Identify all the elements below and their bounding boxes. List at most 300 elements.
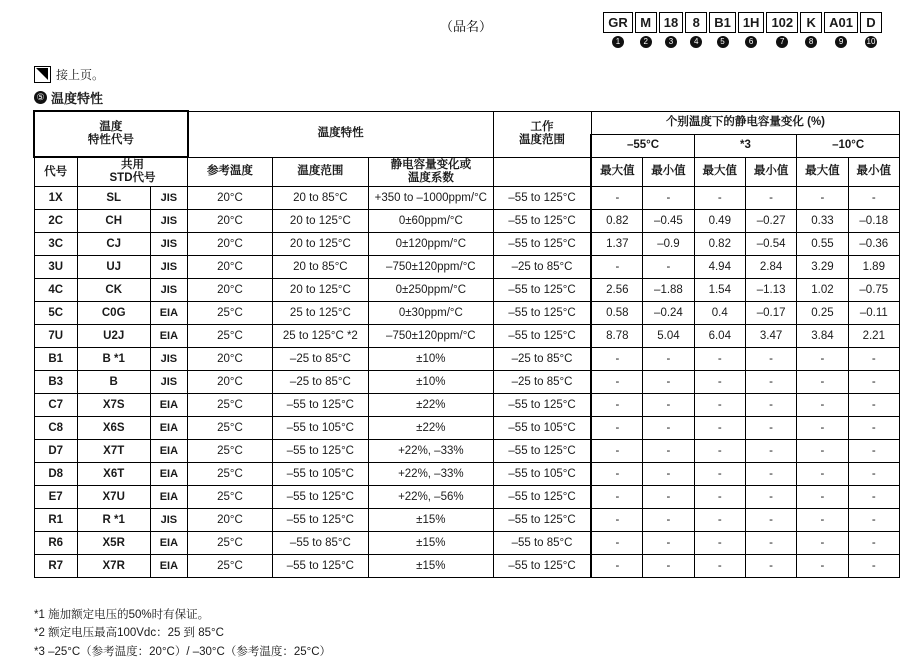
cell-cap-change: - bbox=[591, 187, 642, 210]
cell-cap-change: - bbox=[591, 509, 642, 532]
cell-coefficient: ±15% bbox=[369, 532, 494, 555]
cell-cap-change: - bbox=[848, 394, 899, 417]
cell-standard-org: EIA bbox=[150, 417, 188, 440]
part-code-index: 8 bbox=[805, 36, 817, 48]
cell-operating-range: –55 to 105°C bbox=[493, 417, 591, 440]
cell-cap-change: - bbox=[745, 371, 796, 394]
cell-std-code: B bbox=[77, 371, 150, 394]
cell-standard-org: JIS bbox=[150, 187, 188, 210]
cell-code: 7U bbox=[34, 325, 77, 348]
cell-cap-change: - bbox=[591, 371, 642, 394]
table-row bbox=[34, 302, 900, 325]
cell-cap-change: 0.25 bbox=[797, 302, 848, 325]
cell-ref-temp: 25°C bbox=[188, 555, 273, 578]
cell-code: B3 bbox=[34, 371, 77, 394]
footnote-1: *1 施加额定电压的50%时有保证。 bbox=[34, 609, 210, 621]
header-temp-minus55: –55°C bbox=[591, 134, 694, 157]
cell-operating-range: –55 to 125°C bbox=[493, 210, 591, 233]
cell-coefficient: ±10% bbox=[369, 371, 494, 394]
cell-ref-temp: 20°C bbox=[188, 187, 273, 210]
part-code-box: M bbox=[635, 12, 657, 33]
cell-cap-change: - bbox=[745, 509, 796, 532]
section-number-badge: ⑤ bbox=[34, 91, 47, 104]
continued-note bbox=[34, 66, 104, 83]
cell-cap-change: - bbox=[797, 394, 848, 417]
cell-temp-range: –25 to 85°C bbox=[272, 348, 368, 371]
part-code-cell bbox=[766, 12, 798, 48]
cell-operating-range: –55 to 105°C bbox=[493, 463, 591, 486]
cell-standard-org: EIA bbox=[150, 302, 188, 325]
footnote-3: *3 –25°C（参考温度：20°C）/ –30°C（参考温度：25°C） bbox=[34, 645, 332, 658]
part-code-cell bbox=[738, 12, 765, 48]
cell-standard-org: EIA bbox=[150, 325, 188, 348]
cell-cap-change: - bbox=[694, 463, 745, 486]
cell-code: R1 bbox=[34, 509, 77, 532]
cell-operating-range: –55 to 125°C bbox=[493, 394, 591, 417]
table-body bbox=[34, 187, 900, 578]
cell-cap-change: –0.17 bbox=[745, 302, 796, 325]
cell-operating-range: –55 to 125°C bbox=[493, 325, 591, 348]
cell-cap-change: - bbox=[694, 509, 745, 532]
cell-temp-range: –55 to 85°C bbox=[272, 532, 368, 555]
header-code: 代号 bbox=[34, 157, 77, 187]
cell-std-code: X7U bbox=[77, 486, 150, 509]
cell-standard-org: JIS bbox=[150, 210, 188, 233]
cell-operating-range: –55 to 125°C bbox=[493, 486, 591, 509]
cell-std-code: CK bbox=[77, 279, 150, 302]
part-code-index: 6 bbox=[745, 36, 757, 48]
cell-cap-change: - bbox=[848, 440, 899, 463]
cell-code: 4C bbox=[34, 279, 77, 302]
table-row bbox=[34, 279, 900, 302]
cell-cap-change: 4.94 bbox=[694, 256, 745, 279]
table-row bbox=[34, 210, 900, 233]
cell-cap-change: - bbox=[848, 371, 899, 394]
cell-ref-temp: 25°C bbox=[188, 417, 273, 440]
cell-code: R6 bbox=[34, 532, 77, 555]
cell-cap-change: - bbox=[848, 509, 899, 532]
cell-cap-change: –0.36 bbox=[848, 233, 899, 256]
cell-std-code: X7S bbox=[77, 394, 150, 417]
cell-cap-change: 3.47 bbox=[745, 325, 796, 348]
cell-cap-change: - bbox=[643, 256, 694, 279]
cell-code: 1X bbox=[34, 187, 77, 210]
cell-cap-change: 3.29 bbox=[797, 256, 848, 279]
part-code-index: 5 bbox=[717, 36, 729, 48]
part-code-box: 18 bbox=[659, 12, 683, 33]
part-code-box: A01 bbox=[824, 12, 858, 33]
cell-cap-change: - bbox=[694, 417, 745, 440]
cell-cap-change: - bbox=[694, 486, 745, 509]
cell-standard-org: JIS bbox=[150, 348, 188, 371]
header-min-3: 最小值 bbox=[848, 157, 899, 187]
part-name-label: （品名） bbox=[440, 19, 493, 34]
cell-cap-change: - bbox=[643, 348, 694, 371]
part-code-cell bbox=[824, 12, 858, 48]
cell-cap-change: 3.84 bbox=[797, 325, 848, 348]
cell-coefficient: ±10% bbox=[369, 348, 494, 371]
cell-coefficient: ±22% bbox=[369, 417, 494, 440]
cell-temp-range: –25 to 85°C bbox=[272, 371, 368, 394]
cell-cap-change: 0.55 bbox=[797, 233, 848, 256]
cell-cap-change: - bbox=[643, 394, 694, 417]
part-code-cell bbox=[800, 12, 822, 48]
cell-code: E7 bbox=[34, 486, 77, 509]
header-group-characteristics: 温度特性 bbox=[188, 111, 493, 157]
cell-cap-change: - bbox=[591, 463, 642, 486]
cell-std-code: B *1 bbox=[77, 348, 150, 371]
cell-ref-temp: 20°C bbox=[188, 371, 273, 394]
cell-cap-change: - bbox=[591, 394, 642, 417]
cell-cap-change: - bbox=[643, 463, 694, 486]
table-row bbox=[34, 394, 900, 417]
cell-operating-range: –55 to 125°C bbox=[493, 440, 591, 463]
cell-coefficient: +22%, –33% bbox=[369, 463, 494, 486]
header-temp-note3: *3 bbox=[694, 134, 797, 157]
cell-operating-range: –55 to 125°C bbox=[493, 509, 591, 532]
cell-std-code: X6T bbox=[77, 463, 150, 486]
cell-ref-temp: 25°C bbox=[188, 302, 273, 325]
table-row bbox=[34, 532, 900, 555]
cell-standard-org: JIS bbox=[150, 279, 188, 302]
cell-code: B1 bbox=[34, 348, 77, 371]
part-code-cell bbox=[635, 12, 657, 48]
cell-std-code: UJ bbox=[77, 256, 150, 279]
header-min-2: 最小值 bbox=[745, 157, 796, 187]
cell-cap-change: 0.58 bbox=[591, 302, 642, 325]
cell-code: R7 bbox=[34, 555, 77, 578]
table-row bbox=[34, 440, 900, 463]
cell-cap-change: - bbox=[694, 348, 745, 371]
table-row bbox=[34, 325, 900, 348]
cell-temp-range: –55 to 125°C bbox=[272, 440, 368, 463]
part-code-index: 7 bbox=[776, 36, 788, 48]
cell-cap-change: 0.4 bbox=[694, 302, 745, 325]
cell-temp-range: 20 to 125°C bbox=[272, 210, 368, 233]
cell-coefficient: +22%, –56% bbox=[369, 486, 494, 509]
cell-cap-change: - bbox=[591, 417, 642, 440]
cell-cap-change: –0.18 bbox=[848, 210, 899, 233]
cell-code: 3C bbox=[34, 233, 77, 256]
cell-standard-org: JIS bbox=[150, 509, 188, 532]
header-max-1: 最大值 bbox=[591, 157, 642, 187]
part-code-box: B1 bbox=[709, 12, 736, 33]
cell-cap-change: –0.75 bbox=[848, 279, 899, 302]
cell-standard-org: JIS bbox=[150, 233, 188, 256]
part-code-box: 102 bbox=[766, 12, 798, 33]
cell-std-code: U2J bbox=[77, 325, 150, 348]
cell-operating-range: –25 to 85°C bbox=[493, 256, 591, 279]
cell-cap-change: –0.54 bbox=[745, 233, 796, 256]
cell-cap-change: - bbox=[745, 463, 796, 486]
cell-cap-change: - bbox=[745, 348, 796, 371]
part-code-index: 3 bbox=[665, 36, 677, 48]
part-code-cell bbox=[685, 12, 707, 48]
cell-ref-temp: 25°C bbox=[188, 394, 273, 417]
cell-cap-change: 1.37 bbox=[591, 233, 642, 256]
table-row bbox=[34, 371, 900, 394]
cell-operating-range: –55 to 125°C bbox=[493, 187, 591, 210]
table-row bbox=[34, 555, 900, 578]
cell-code: D7 bbox=[34, 440, 77, 463]
cell-cap-change: - bbox=[694, 394, 745, 417]
cell-coefficient: 0±250ppm/°C bbox=[369, 279, 494, 302]
cell-cap-change: - bbox=[745, 532, 796, 555]
cell-cap-change: - bbox=[797, 463, 848, 486]
cell-coefficient: 0±30ppm/°C bbox=[369, 302, 494, 325]
cell-cap-change: - bbox=[643, 532, 694, 555]
cell-standard-org: EIA bbox=[150, 463, 188, 486]
header-group-operating-range: 工作 温度范围 bbox=[493, 111, 591, 157]
cell-cap-change: –0.27 bbox=[745, 210, 796, 233]
cell-standard-org: EIA bbox=[150, 486, 188, 509]
part-code-cell bbox=[709, 12, 736, 48]
cell-cap-change: - bbox=[694, 555, 745, 578]
footnote-2: *2 额定电压最高100Vdc：25 到 85°C bbox=[34, 627, 224, 640]
cell-cap-change: - bbox=[797, 509, 848, 532]
cell-standard-org: JIS bbox=[150, 371, 188, 394]
cell-coefficient: ±15% bbox=[369, 555, 494, 578]
cell-code: 2C bbox=[34, 210, 77, 233]
cell-cap-change: - bbox=[694, 532, 745, 555]
header-group-code: 温度 特性代号 bbox=[34, 111, 188, 157]
cell-cap-change: –0.11 bbox=[848, 302, 899, 325]
cell-cap-change: 1.89 bbox=[848, 256, 899, 279]
cell-temp-range: 25 to 125°C *2 bbox=[272, 325, 368, 348]
cell-code: D8 bbox=[34, 463, 77, 486]
part-code-cell bbox=[860, 12, 882, 48]
cell-cap-change: - bbox=[591, 486, 642, 509]
cell-coefficient: ±22% bbox=[369, 394, 494, 417]
cell-cap-change: - bbox=[591, 256, 642, 279]
cell-ref-temp: 25°C bbox=[188, 463, 273, 486]
header-operating-range-sub bbox=[493, 157, 591, 187]
table-row bbox=[34, 509, 900, 532]
cell-cap-change: - bbox=[797, 440, 848, 463]
cell-std-code: X5R bbox=[77, 532, 150, 555]
cell-cap-change: 2.21 bbox=[848, 325, 899, 348]
cell-coefficient: +22%, –33% bbox=[369, 440, 494, 463]
cell-coefficient: –750±120ppm/°C bbox=[369, 325, 494, 348]
cell-cap-change: 2.56 bbox=[591, 279, 642, 302]
part-code-box: 1H bbox=[738, 12, 765, 33]
header-coefficient: 静电容量变化或 温度系数 bbox=[369, 157, 494, 187]
section-heading bbox=[34, 88, 103, 107]
cell-standard-org: EIA bbox=[150, 555, 188, 578]
cell-cap-change: 2.84 bbox=[745, 256, 796, 279]
cell-cap-change: –0.24 bbox=[643, 302, 694, 325]
cell-operating-range: –55 to 85°C bbox=[493, 532, 591, 555]
cell-code: 3U bbox=[34, 256, 77, 279]
cell-temp-range: –55 to 125°C bbox=[272, 509, 368, 532]
part-code-index: 4 bbox=[690, 36, 702, 48]
table-row bbox=[34, 187, 900, 210]
table-row bbox=[34, 256, 900, 279]
cell-cap-change: - bbox=[797, 532, 848, 555]
header-group-capacitance-change: 个别温度下的静电容量变化 (%) bbox=[591, 111, 899, 134]
cell-cap-change: 8.78 bbox=[591, 325, 642, 348]
cell-coefficient: –750±120ppm/°C bbox=[369, 256, 494, 279]
table-row bbox=[34, 486, 900, 509]
cell-cap-change: - bbox=[643, 486, 694, 509]
cell-code: C7 bbox=[34, 394, 77, 417]
cell-cap-change: - bbox=[848, 532, 899, 555]
cell-cap-change: - bbox=[591, 440, 642, 463]
cell-cap-change: - bbox=[797, 555, 848, 578]
part-code-cell bbox=[603, 12, 633, 48]
cell-cap-change: 0.33 bbox=[797, 210, 848, 233]
cell-code: 5C bbox=[34, 302, 77, 325]
cell-temp-range: –55 to 125°C bbox=[272, 394, 368, 417]
cell-coefficient: 0±120ppm/°C bbox=[369, 233, 494, 256]
cell-standard-org: EIA bbox=[150, 394, 188, 417]
cell-ref-temp: 20°C bbox=[188, 279, 273, 302]
cell-std-code: R *1 bbox=[77, 509, 150, 532]
cell-std-code: X7T bbox=[77, 440, 150, 463]
section-title-text: 温度特性 bbox=[51, 91, 104, 106]
cell-cap-change: - bbox=[797, 371, 848, 394]
cell-cap-change: - bbox=[745, 440, 796, 463]
part-code-box: K bbox=[800, 12, 822, 33]
cell-operating-range: –25 to 85°C bbox=[493, 371, 591, 394]
cell-cap-change: 0.82 bbox=[591, 210, 642, 233]
cell-cap-change: - bbox=[694, 371, 745, 394]
cell-temp-range: 25 to 125°C bbox=[272, 302, 368, 325]
cell-operating-range: –55 to 125°C bbox=[493, 279, 591, 302]
cell-std-code: C0G bbox=[77, 302, 150, 325]
header-max-3: 最大值 bbox=[797, 157, 848, 187]
cell-cap-change: - bbox=[643, 417, 694, 440]
cell-standard-org: EIA bbox=[150, 440, 188, 463]
cell-std-code: CJ bbox=[77, 233, 150, 256]
cell-cap-change: - bbox=[745, 555, 796, 578]
continued-note-text: 接上页。 bbox=[56, 68, 105, 82]
cell-operating-range: –25 to 85°C bbox=[493, 348, 591, 371]
cell-cap-change: - bbox=[745, 417, 796, 440]
cell-operating-range: –55 to 125°C bbox=[493, 302, 591, 325]
table-row bbox=[34, 348, 900, 371]
cell-cap-change: - bbox=[643, 509, 694, 532]
cell-cap-change: 0.82 bbox=[694, 233, 745, 256]
header-ref-temp: 参考温度 bbox=[188, 157, 273, 187]
cell-coefficient: ±15% bbox=[369, 509, 494, 532]
cell-temp-range: 20 to 85°C bbox=[272, 256, 368, 279]
cell-temp-range: 20 to 125°C bbox=[272, 279, 368, 302]
cell-std-code: SL bbox=[77, 187, 150, 210]
cell-cap-change: - bbox=[694, 187, 745, 210]
cell-cap-change: - bbox=[848, 555, 899, 578]
header-temp-minus10: –10°C bbox=[797, 134, 900, 157]
cell-coefficient: +350 to –1000ppm/°C bbox=[369, 187, 494, 210]
cell-ref-temp: 25°C bbox=[188, 440, 273, 463]
cell-temp-range: –55 to 105°C bbox=[272, 417, 368, 440]
part-code-index: 9 bbox=[835, 36, 847, 48]
cell-temp-range: –55 to 125°C bbox=[272, 555, 368, 578]
cell-cap-change: - bbox=[848, 348, 899, 371]
cell-std-code: X6S bbox=[77, 417, 150, 440]
cell-ref-temp: 20°C bbox=[188, 348, 273, 371]
cell-standard-org: EIA bbox=[150, 532, 188, 555]
cell-cap-change: - bbox=[591, 348, 642, 371]
part-code-cell bbox=[659, 12, 683, 48]
cell-cap-change: - bbox=[591, 555, 642, 578]
cell-ref-temp: 20°C bbox=[188, 509, 273, 532]
cell-cap-change: 6.04 bbox=[694, 325, 745, 348]
cell-cap-change: - bbox=[848, 187, 899, 210]
cell-standard-org: JIS bbox=[150, 256, 188, 279]
part-code-index: 1 bbox=[612, 36, 624, 48]
temperature-characteristics-table bbox=[33, 110, 900, 578]
cell-cap-change: - bbox=[643, 555, 694, 578]
cell-code: C8 bbox=[34, 417, 77, 440]
cell-cap-change: - bbox=[745, 394, 796, 417]
cell-temp-range: 20 to 125°C bbox=[272, 233, 368, 256]
cell-ref-temp: 20°C bbox=[188, 256, 273, 279]
cell-ref-temp: 20°C bbox=[188, 233, 273, 256]
cell-cap-change: - bbox=[797, 348, 848, 371]
cell-cap-change: –1.13 bbox=[745, 279, 796, 302]
table-header-row-1 bbox=[34, 111, 900, 134]
cell-cap-change: - bbox=[848, 417, 899, 440]
cell-cap-change: 5.04 bbox=[643, 325, 694, 348]
footnotes bbox=[34, 606, 331, 661]
cell-cap-change: - bbox=[643, 187, 694, 210]
cell-cap-change: - bbox=[797, 417, 848, 440]
header-std-code: 共用 STD代号 bbox=[77, 157, 187, 187]
cell-temp-range: –55 to 105°C bbox=[272, 463, 368, 486]
header-min-1: 最小值 bbox=[643, 157, 694, 187]
part-code-box: 8 bbox=[685, 12, 707, 33]
cell-temp-range: –55 to 125°C bbox=[272, 486, 368, 509]
cell-cap-change: - bbox=[848, 486, 899, 509]
part-code-index: 2 bbox=[640, 36, 652, 48]
cell-cap-change: - bbox=[797, 187, 848, 210]
cell-ref-temp: 25°C bbox=[188, 325, 273, 348]
part-code-box: D bbox=[860, 12, 882, 33]
table-row bbox=[34, 417, 900, 440]
cell-std-code: CH bbox=[77, 210, 150, 233]
cell-operating-range: –55 to 125°C bbox=[493, 233, 591, 256]
cell-operating-range: –55 to 125°C bbox=[493, 555, 591, 578]
cell-cap-change: - bbox=[643, 371, 694, 394]
cell-cap-change: 0.49 bbox=[694, 210, 745, 233]
cell-cap-change: - bbox=[797, 486, 848, 509]
header-temp-range: 温度范围 bbox=[272, 157, 368, 187]
cell-cap-change: –0.9 bbox=[643, 233, 694, 256]
cell-temp-range: 20 to 85°C bbox=[272, 187, 368, 210]
part-number-code-strip bbox=[601, 12, 882, 48]
cell-ref-temp: 25°C bbox=[188, 532, 273, 555]
cell-cap-change: - bbox=[694, 440, 745, 463]
table-row bbox=[34, 463, 900, 486]
cell-ref-temp: 25°C bbox=[188, 486, 273, 509]
cell-cap-change: - bbox=[745, 486, 796, 509]
cell-cap-change: 1.54 bbox=[694, 279, 745, 302]
table-head bbox=[34, 111, 900, 187]
cell-ref-temp: 20°C bbox=[188, 210, 273, 233]
cell-std-code: X7R bbox=[77, 555, 150, 578]
table-header-row-3 bbox=[34, 157, 900, 187]
continued-arrow-icon bbox=[34, 66, 51, 83]
cell-cap-change: - bbox=[643, 440, 694, 463]
cell-cap-change: 1.02 bbox=[797, 279, 848, 302]
cell-coefficient: 0±60ppm/°C bbox=[369, 210, 494, 233]
cell-cap-change: - bbox=[591, 532, 642, 555]
part-code-index: 10 bbox=[866, 37, 876, 46]
cell-cap-change: - bbox=[848, 463, 899, 486]
cell-cap-change: –0.45 bbox=[643, 210, 694, 233]
table-row bbox=[34, 233, 900, 256]
